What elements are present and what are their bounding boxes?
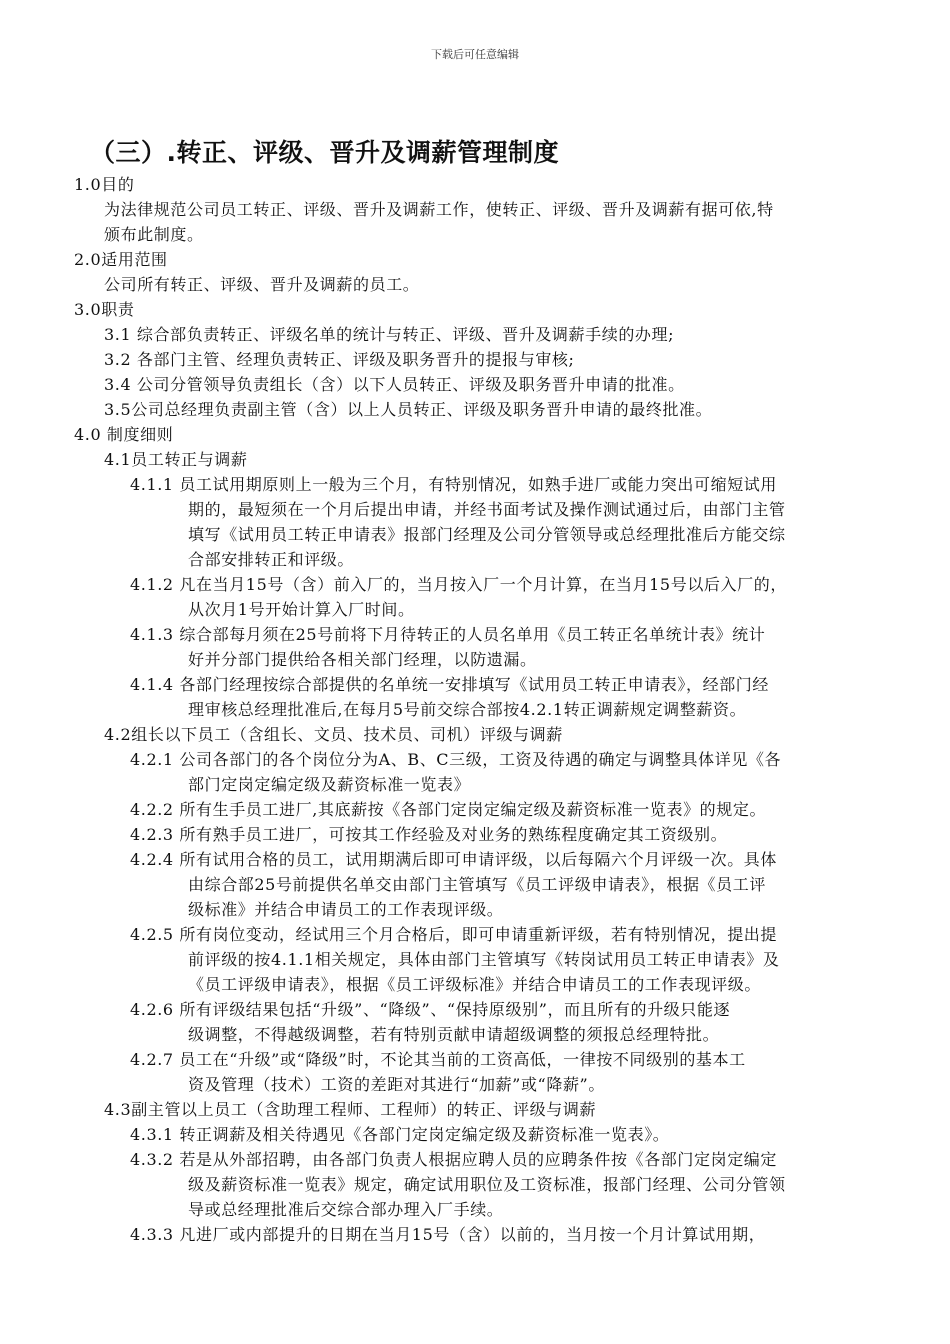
body-line: 部门定岗定编定级及薪资标准一览表》 (188, 775, 471, 794)
body-line: 理审核总经理批准后,在每月5号前交综合部按4.2.1转正调薪规定调整薪资。 (188, 700, 747, 719)
body-line: 4.3.1 转正调薪及相关待遇见《各部门定岗定编定级及薪资标准一览表》。 (130, 1125, 670, 1144)
body-line: 4.3.2 若是从外部招聘，由各部门负责人根据应聘人员的应聘条件按《各部门定岗定编定 (130, 1150, 777, 1169)
document-title: （三）.转正、评级、晋升及调薪管理制度 (90, 138, 559, 167)
body-line: 3.4 公司分管领导负责组长（含）以下人员转正、评级及职务晋升申请的批准。 (104, 375, 685, 394)
body-line: 从次月1号开始计算入厂时间。 (188, 600, 415, 619)
body-line: 资及管理（技术）工资的差距对其进行“加薪”或“降薪”。 (188, 1075, 605, 1094)
body-line: 前评级的按4.1.1相关规定，具体由部门主管填写《转岗试用员工转正申请表》及 (188, 950, 780, 969)
body-line: 好并分部门提供给各相关部门经理，以防遗漏。 (188, 650, 537, 669)
body-line: 4.2组长以下员工（含组长、文员、技术员、司机）评级与调薪 (104, 725, 563, 744)
body-line: 4.2.5 所有岗位变动，经试用三个月合格后，即可申请重新评级，若有特别情况，提出提 (130, 925, 777, 944)
body-line: 2.0适用范围 (74, 250, 168, 269)
body-line: 级及薪资标准一览表》规定，确定试用职位及工资标准，报部门经理、公司分管领 (188, 1175, 786, 1194)
body-line: 由综合部25号前提供名单交由部门主管填写《员工评级申请表》，根据《员工评 (188, 875, 766, 894)
header-note: 下载后可任意编辑 (431, 48, 519, 61)
body-line: 3.1 综合部负责转正、评级名单的统计与转正、评级、晋升及调薪手续的办理; (104, 325, 675, 344)
body-line: 4.2.2 所有生手员工进厂,其底薪按《各部门定岗定编定级及薪资标准一览表》的规定。 (130, 800, 767, 819)
body-line: 3.2 各部门主管、经理负责转正、评级及职务晋升的提报与审核; (104, 350, 575, 369)
body-line: 4.3副主管以上员工（含助理工程师、工程师）的转正、评级与调薪 (104, 1100, 597, 1119)
body-line: 4.2.4 所有试用合格的员工，试用期满后即可申请评级，以后每隔六个月评级一次。具体 (130, 850, 777, 869)
body-line: 4.1.1 员工试用期原则上一般为三个月，有特别情况，如熟手进厂或能力突出可缩短试用 (130, 475, 777, 494)
body-line: 级调整，不得越级调整，若有特别贡献申请超级调整的须报总经理特批。 (188, 1025, 720, 1044)
body-line: 4.2.7 员工在“升级”或“降级”时，不论其当前的工资高低，一律按不同级别的基本工 (130, 1050, 746, 1069)
body-line: 4.1.4 各部门经理按综合部提供的名单统一安排填写《试用员工转正申请表》，经部门经 (130, 675, 769, 694)
body-line: 4.3.3 凡进厂或内部提升的日期在当月15号（含）以前的，当月按一个月计算试用期， (130, 1225, 766, 1244)
body-line: 期的，最短须在一个月后提出申请，并经书面考试及操作测试通过后，由部门主管 (188, 500, 786, 519)
body-line: 级标准》并结合申请员工的工作表现评级。 (188, 900, 504, 919)
body-line: 1.0目的 (74, 175, 135, 194)
body-line: 颁布此制度。 (104, 225, 204, 244)
body-line: 填写《试用员工转正申请表》报部门经理及公司分管领导或总经理批准后方能交综 (188, 525, 786, 544)
body-line: 公司所有转正、评级、晋升及调薪的员工。 (104, 275, 420, 294)
body-line: 《员工评级申请表》，根据《员工评级标准》并结合申请员工的工作表现评级。 (188, 975, 762, 994)
body-line: 3.5公司总经理负责副主管（含）以上人员转正、评级及职务晋升申请的最终批准。 (104, 400, 713, 419)
body-line: 3.0职责 (74, 300, 135, 319)
body-line: 4.1.3 综合部每月须在25号前将下月待转正的人员名单用《员工转正名单统计表》统计 (130, 625, 766, 644)
body-line: 合部安排转正和评级。 (188, 550, 355, 569)
body-line: 4.1员工转正与调薪 (104, 450, 248, 469)
body-line: 4.0 制度细则 (74, 425, 174, 444)
body-line: 4.2.6 所有评级结果包括“升级”、“降级”、“保持原级别”，而且所有的升级只能逐 (130, 1000, 731, 1019)
body-line: 4.2.3 所有熟手员工进厂，可按其工作经验及对业务的熟练程度确定其工资级别。 (130, 825, 728, 844)
body-line: 4.2.1 公司各部门的各个岗位分为A、B、C三级，工资及待遇的确定与调整具体详见《各 (130, 750, 782, 769)
body-line: 导或总经理批准后交综合部办理入厂手续。 (188, 1200, 504, 1219)
body-line: 4.1.2 凡在当月15号（含）前入厂的，当月按入厂一个月计算，在当月15号以后入厂的， (130, 575, 787, 594)
body-line: 为法律规范公司员工转正、评级、晋升及调薪工作，使转正、评级、晋升及调薪有据可依,特 (104, 200, 774, 219)
